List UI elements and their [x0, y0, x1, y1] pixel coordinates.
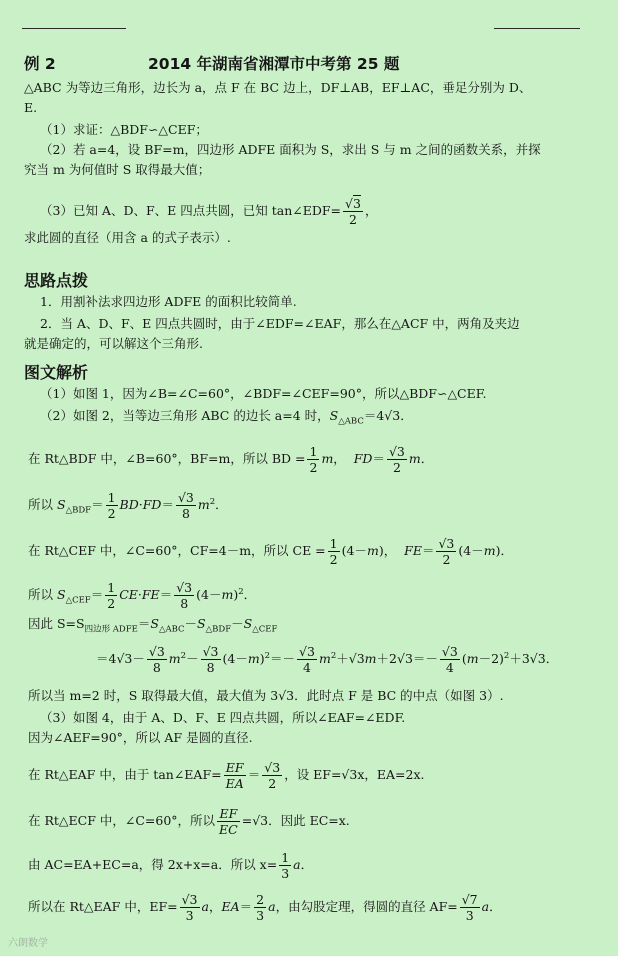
- solution-s-definition-text: 因此 S=S: [28, 616, 85, 631]
- problem-statement: △ABC 为等边三角形，边长为 a，点 F 在 BC 边上，DF⊥AB，EF⊥AC，垂足分别为 D、: [24, 80, 532, 95]
- hint-2-cont: 就是确定的，可以解这个三角形.: [24, 336, 203, 351]
- question-3: （3）已知 A、D、F、E 四点共圆，已知 tan∠EDF= $\frac{√3}{2}$ ，: [40, 196, 378, 227]
- problem-statement-cont: E.: [24, 100, 38, 115]
- solution-heading: 图文解析: [24, 363, 89, 382]
- problem-title: 2014 年湖南省湘潭市中考第 25 题: [148, 55, 400, 73]
- example-header: [24, 52, 594, 74]
- top-rule-left: [22, 28, 126, 29]
- solution-ecf-text: 在 Rt△ECF 中，∠C=60°，所以: [28, 813, 216, 828]
- question-1: （1）求证：△BDF∽△CEF；: [40, 122, 208, 137]
- solution-solve-x: 由 AC=EA+EC=a，得 2x+x=a．所以 x= $\frac{1}{3}$ a．: [28, 850, 314, 881]
- solution-final-tail: ，由勾股定理，得圆的直径 AF=: [275, 899, 458, 914]
- solution-ce-fe: 在 Rt△CEF 中，∠C=60°，CF=4－m，所以 CE = $\frac{1}{2}$ (4－m)， FE＝ $\frac{√3}{2}$ (4－m)．: [28, 536, 513, 567]
- solution-step-2: （2）如图 2，当等边三角形 ABC 的边长 a=4 时，$S_{\triangle ABC}=4√3$．: [40, 408, 413, 427]
- hint-2: 2．当 A、D、F、E 四点共圆时，由于∠EDF=∠EAF，那么在△ACF 中，两角及夹边: [40, 316, 520, 331]
- solution-ecf-tail: =√3．因此 EC=x.: [241, 813, 350, 828]
- solution-step-1: （1）如图 1，因为∠B=∠C=60°，∠BDF=∠CEF=90°，所以△BDF∽△CEF.: [40, 386, 487, 401]
- solution-solve-x-text: 由 AC=EA+EC=a，得 2x+x=a．所以 x=: [28, 857, 278, 872]
- solution-max-value: 所以当 m=2 时，S 取得最大值，最大值为 3√3．此时点 F 是 BC 的中点（如图 3）.: [28, 688, 504, 703]
- hint-1: 1．用割补法求四边形 ADFE 的面积比较简单.: [40, 294, 297, 309]
- solution-tan-eaf: 在 Rt△EAF 中，由于 tan∠EAF= $\frac{EF}{EA}$ ＝ $\frac{√3}{2}$ ，设 EF=√3x，EA=2x.: [28, 760, 425, 791]
- question-2-cont: 究当 m 为何值时 S 取得最大值；: [24, 162, 211, 177]
- solution-area-bdf: 所以 $S_{\triangle BDF}=$ $\frac{1}{2}$ BD·FD＝ $\frac{√3}{8}$ $m^2$．: [28, 490, 228, 521]
- question-2: （2）若 a=4，设 BF=m，四边形 ADFE 面积为 S，求出 S 与 m 之间的函数关系，并探: [40, 142, 541, 157]
- fraction-root3-over-2: $\frac{√3}{2}$: [345, 196, 361, 227]
- solution-tan-eaf-text: 在 Rt△EAF 中，由于 tan∠EAF=: [28, 767, 222, 782]
- solution-final: 所以在 Rt△EAF 中，EF= $\frac{√3}{3}$ a，EA＝ $\frac{2}{3}$ a，由勾股定理，得圆的直径 AF= $\frac{√7}{3}$ a．: [28, 892, 502, 923]
- solution-tan-eaf-tail: ，设 EF=√3x，EA=2x.: [284, 767, 425, 782]
- solution-area-cef: 所以 $S_{\triangle CEF}=$ $\frac{1}{2}$ CE·FE＝ $\frac{√3}{8}$ $(4-m)^2$．: [28, 580, 257, 611]
- solution-s-definition: 因此 $S=S_{四边形 ADFE}=S_{\triangle ABC}-S_{\triangle BDF}-S_{\triangle CEF}$: [28, 616, 278, 635]
- solution-final-text: 所以在 Rt△EAF 中，EF=: [28, 899, 178, 914]
- solution-bd-fd: 在 Rt△BDF 中，∠B=60°，BF=m，所以 BD = $\frac{1}{2}$ m， FD＝ $\frac{√3}{2}$ m．: [28, 444, 434, 475]
- example-label: 例 2: [24, 55, 56, 73]
- solution-ecf: 在 Rt△ECF 中，∠C=60°，所以 $\frac{EF}{EC}$ =√3．因此 EC=x.: [28, 806, 350, 837]
- solution-diameter: 因为∠AEF=90°，所以 AF 是圆的直径.: [28, 730, 253, 745]
- solution-s-expression: ＝4√3－ $\frac{√3}{8}$ $m^2-$ $\frac{√3}{8}$ $(4-m)^2=-$ $\frac{√3}{4}$ $m^2+√3m+2√3=-$ $\frac{√3}{4}$ $(m-2)^2+3√3$．: [96, 644, 559, 675]
- top-rule-right: [494, 28, 580, 29]
- solution-step-2-text: （2）如图 2，当等边三角形 ABC 的边长 a=4 时，: [40, 408, 330, 423]
- solution-part-3: （3）如图 4，由于 A、D、F、E 四点共圆，所以∠EAF=∠EDF.: [40, 710, 406, 725]
- question-3-text: （3）已知 A、D、F、E 四点共圆，已知 tan∠EDF=: [40, 203, 342, 218]
- watermark-logo: 六朗数学: [8, 938, 48, 949]
- question-3-cont: 求此圆的直径（用含 a 的式子表示）.: [24, 230, 231, 245]
- solution-ce-fe-text: 在 Rt△CEF 中，∠C=60°，CF=4－m，所以 CE =: [28, 543, 326, 558]
- solution-bd-fd-text: 在 Rt△BDF 中，∠B=60°，BF=m，所以 BD =: [28, 451, 306, 466]
- hints-heading: 思路点拨: [24, 271, 89, 290]
- subscript-quadrilateral: 四边形 ADFE: [84, 624, 138, 635]
